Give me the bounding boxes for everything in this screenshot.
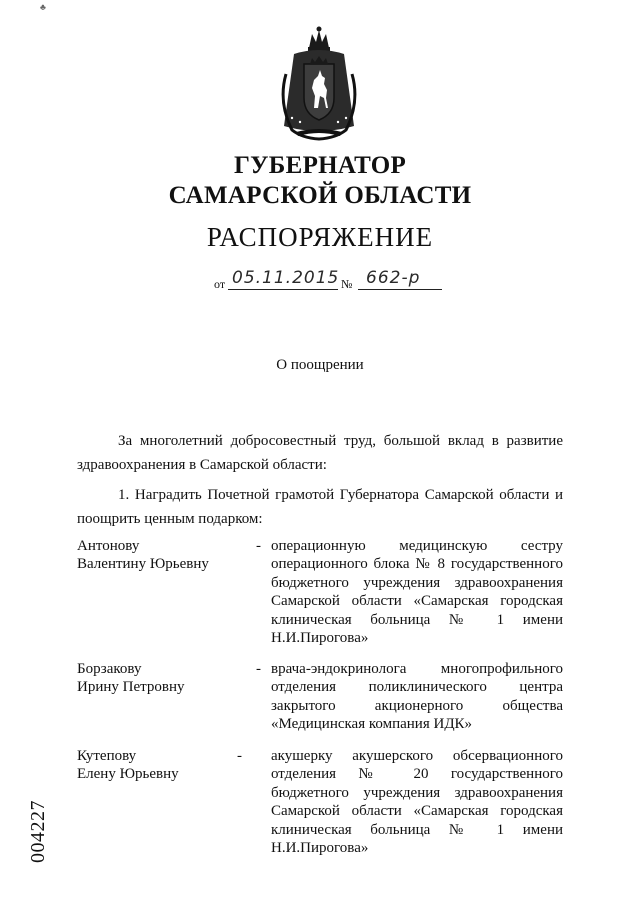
awardee-description: акушерку акушерского обсервационного отделения № 20 государственного бюджетного учреждения здравоохранения Самарской области «Самарская городская клиническая больница № 1 имени Н.И.Пирогова» xyxy=(271,748,563,857)
awardee-description: врача-эндокринолога многопрофильного отделения поликлинического центра закрытого акционерного общества «Медицинская компания ИДК» xyxy=(271,661,563,733)
date-prefix-label: от xyxy=(214,277,226,291)
awardee-name: Антонову Валентину Юрьевну xyxy=(77,538,209,573)
number-prefix-label: № xyxy=(341,277,353,291)
awardee-dash: - xyxy=(237,748,242,764)
number-handwritten: 662-р xyxy=(366,268,421,288)
subject-line: О поощрении xyxy=(276,357,364,373)
date-underline xyxy=(228,289,338,290)
awardee-dash: - xyxy=(256,661,261,677)
awardee-dash: - xyxy=(256,538,261,554)
samara-coat-of-arms-icon xyxy=(272,26,366,142)
item-1-paragraph: 1. Наградить Почетной грамотой Губернатора Самарской области и поощрить ценным подарком: xyxy=(77,487,563,527)
awardee-name: Кутепову Елену Юрьевну xyxy=(77,748,179,783)
number-underline xyxy=(358,289,442,290)
header-title-governor: ГУБЕРНАТОР xyxy=(233,152,407,179)
awardee-description: операционную медицинскую сестру операционного блока № 8 государственного бюджетного учреждения здравоохранения Самарской области «Самарская городская клиническая больница № 1 имени Н.И.Пирогова» xyxy=(271,538,563,647)
corner-mark: ♣ xyxy=(40,2,46,12)
intro-paragraph: За многолетний добросовестный труд, большой вклад в развитие здравоохранения в Самарской области: xyxy=(77,433,563,473)
header-title-region: САМАРСКОЙ ОБЛАСТИ xyxy=(168,182,472,209)
document-type: РАСПОРЯЖЕНИЕ xyxy=(206,222,434,252)
awardee-name: Борзакову Ирину Петровну xyxy=(77,661,185,696)
date-handwritten: 05.11.2015 xyxy=(232,268,340,288)
serial-number: 004227 xyxy=(27,800,49,863)
date-number-line xyxy=(214,268,474,294)
